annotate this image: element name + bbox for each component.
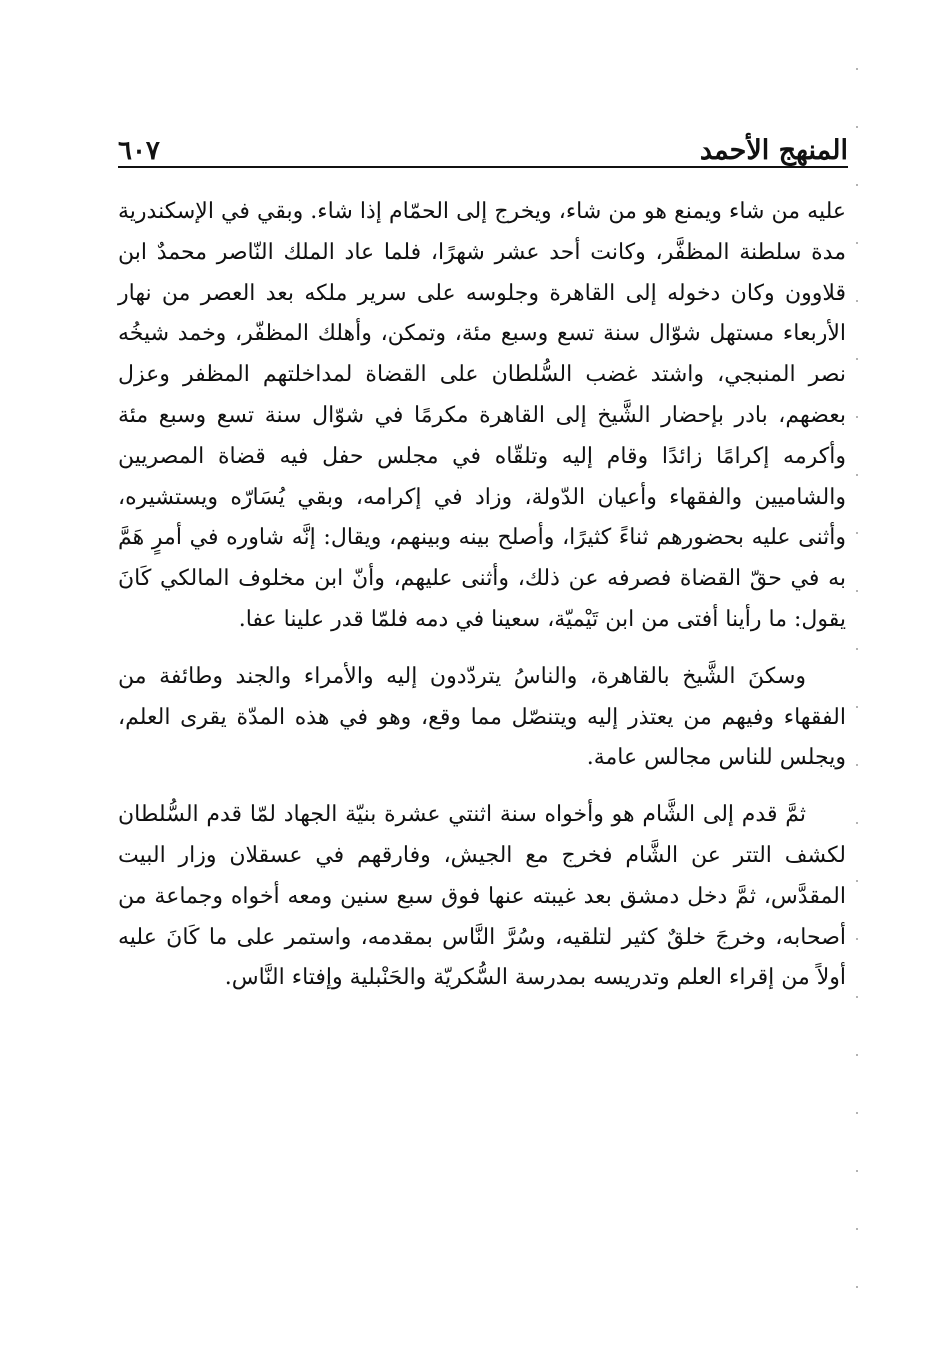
header-rule — [118, 166, 848, 168]
paragraph-3: ثمَّ قدم إلى الشَّام هو وأخواه سنة اثنتي عشرة بنيّة الجهاد لمّا قدم السُّلطان لكشف التتر عن الشَّام فخرج مع الجيش، وفارقهم في عسقلان وزار البيت المقدَّس، ثمَّ دخل دمشق بعد غيبته عنها فوق سبع سنين ومعه أخواه وجماعة من أصحابه، وخرجَ خلقٌ كثير لتلقيه، وسُرَّ النَّاس بمقدمه، واستمر على ما كَانَ عليه أولاً من إقراء العلم وتدريسه بمدرسة السُّكريّة والحَنْبلية وإفتاء النَّاس. — [118, 802, 846, 991]
paragraph-2: وسكنَ الشَّيخ بالقاهرة، والناسُ يتردّدون إليه والأمراء والجند وطائفة من الفقهاء وفيهم من يعتذر إليه ويتنصّل مما وقع، وهو في هذه المدّة يقرى العلم، ويجلس للناس مجالس عامة. — [118, 663, 846, 771]
body-text — [118, 192, 846, 999]
scan-margin-dots — [856, 40, 858, 1340]
paragraph-1: عليه من شاء ويمنع هو من شاء، ويخرج إلى الحمّام إذا شاء. وبقي في الإسكندرية مدة سلطنة المظفَّر، وكانت أحد عشر شهرًا، فلما عاد الملك النّاصر محمدٌ ابن قلاوون وكان دخوله إلى القاهرة وجلوسه على سرير ملكه بعد العصر من نهار الأربعاء مستهل شوّال سنة تسع وسبع مئة، وتمكن، وأهلك المظفّر، وخمد شيخُه نصر المنبجي، واشتد غضب السُّلطان على القضاة لمداخلتهم المظفر وعزل بعضهم، بادر بإحضار الشَّيخ إلى القاهرة مكرمًا في شوّال سنة تسع وسبع مئة وأكرمه إكرامًا زائدًا وقام إليه وتلقّاه في مجلس حفل فيه قضاة المصريين والشاميين والفقهاء وأعيان الدّولة، وزاد في إكرامه، وبقي يُسَارّه ويستشيره، وأثنى عليه بحضورهم ثناءً كثيرًا، وأصلح بينه وبينهم، ويقال: إنَّه شاوره في أمرٍ هَمَّ به في حقّ القضاة فصرفه عن ذلك، وأثنى عليهم، وأنّ ابن مخلوف المالكي كَانَ يقول: ما رأينا أفتى من ابن تَيْميّة، سعينا في دمه فلمّا قدر علينا عفا. — [118, 199, 846, 632]
running-head — [118, 120, 848, 164]
page-number: ٦٠٧ — [118, 136, 160, 166]
running-title: المنهج الأحمد — [699, 135, 848, 166]
